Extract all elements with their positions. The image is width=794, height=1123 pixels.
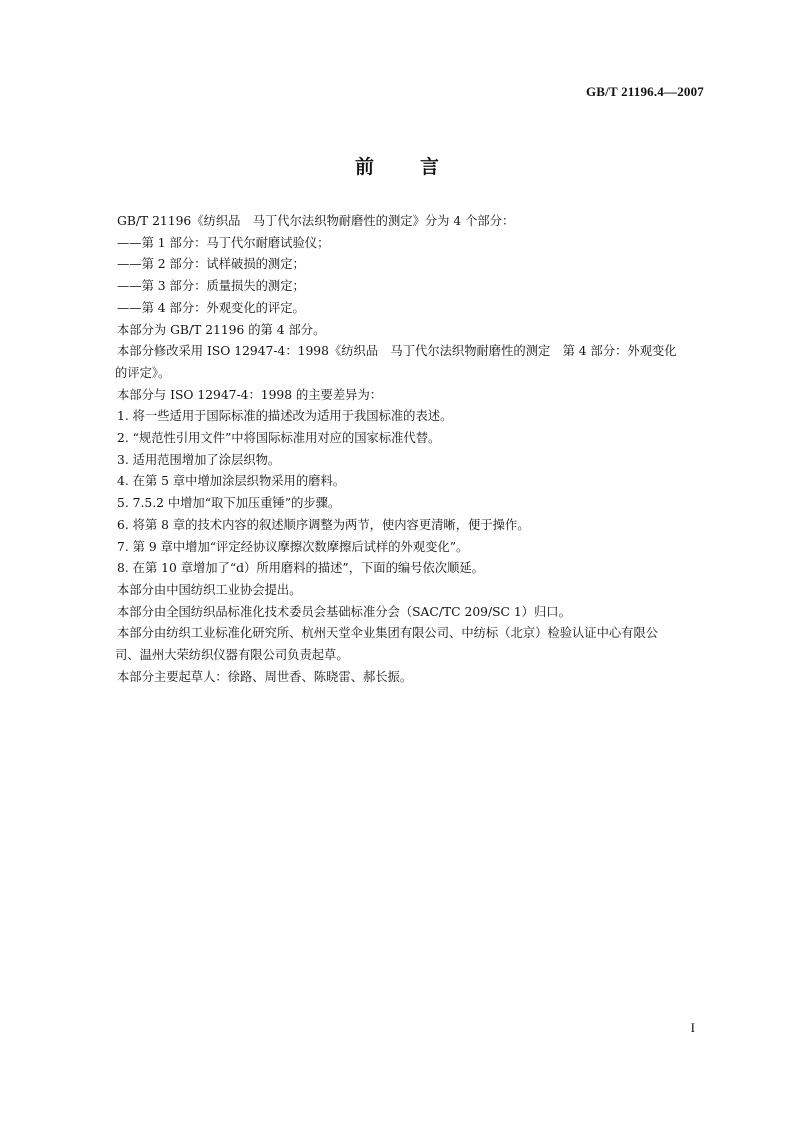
list-item: ——第 2 部分：试样破损的测定； xyxy=(117,257,305,272)
foreword-body xyxy=(117,211,711,688)
title-char-1: 前 xyxy=(354,156,374,178)
paragraph: 本部分由纺织工业标准化研究所、杭州天堂伞业集团有限公司、中纺标（北京）检验认证中心有限公 xyxy=(117,626,659,641)
list-item: 8. 在第 10 章增加了“d）所用磨料的描述”，下面的编号依次顺延。 xyxy=(117,561,484,576)
paragraph-continuation: 司、温州大荣纺织仪器有限公司负责起草。 xyxy=(115,648,349,663)
paragraph: 本部分为 GB/T 21196 的第 4 部分。 xyxy=(117,322,326,337)
list-item: 5. 7.5.2 中增加“取下加压重锤”的步骤。 xyxy=(117,496,341,511)
paragraph: 本部分与 ISO 12947-4：1998 的主要差异为： xyxy=(117,387,383,402)
standard-number: GB/T 21196.4—2007 xyxy=(585,84,704,99)
paragraph: GB/T 21196《纺织品 马丁代尔法织物耐磨性的测定》分为 4 个部分： xyxy=(117,214,515,228)
list-item: 7. 第 9 章中增加“评定经协议摩擦次数摩擦后试样的外观变化”。 xyxy=(117,539,469,554)
list-item: 2. “规范性引用文件”中将国际标准用对应的国家标准代替。 xyxy=(117,431,441,446)
page-title xyxy=(0,152,794,179)
list-item: ——第 3 部分：质量损失的测定； xyxy=(117,279,305,294)
list-item: 3. 适用范围增加了涂层织物。 xyxy=(117,452,281,467)
paragraph: 本部分由全国纺织品标准化技术委员会基础标准分会（SAC/TC 209/SC 1）归口。 xyxy=(117,604,571,619)
list-item: 4. 在第 5 章中增加涂层织物采用的磨料。 xyxy=(117,474,346,489)
list-item: 1. 将一些适用于国际标准的描述改为适用于我国标准的表述。 xyxy=(117,409,453,424)
page-number: I xyxy=(690,1020,695,1035)
list-item: 6. 将第 8 章的技术内容的叙述顺序调整为两节，使内容更清晰，便于操作。 xyxy=(117,517,530,532)
list-item: ——第 4 部分：外观变化的评定。 xyxy=(117,300,305,315)
paragraph: 本部分主要起草人：徐路、周世香、陈晓雷、郝长振。 xyxy=(117,669,413,684)
paragraph: 本部分修改采用 ISO 12947-4：1998《纺织品 马丁代尔法织物耐磨性的测定 第 4 部分：外观变化 xyxy=(117,344,677,359)
list-item: ——第 1 部分：马丁代尔耐磨试验仪； xyxy=(117,235,330,250)
paragraph: 本部分由中国纺织工业协会提出。 xyxy=(117,582,302,597)
paragraph-continuation: 的评定》。 xyxy=(115,365,171,380)
title-char-2: 言 xyxy=(420,156,440,178)
